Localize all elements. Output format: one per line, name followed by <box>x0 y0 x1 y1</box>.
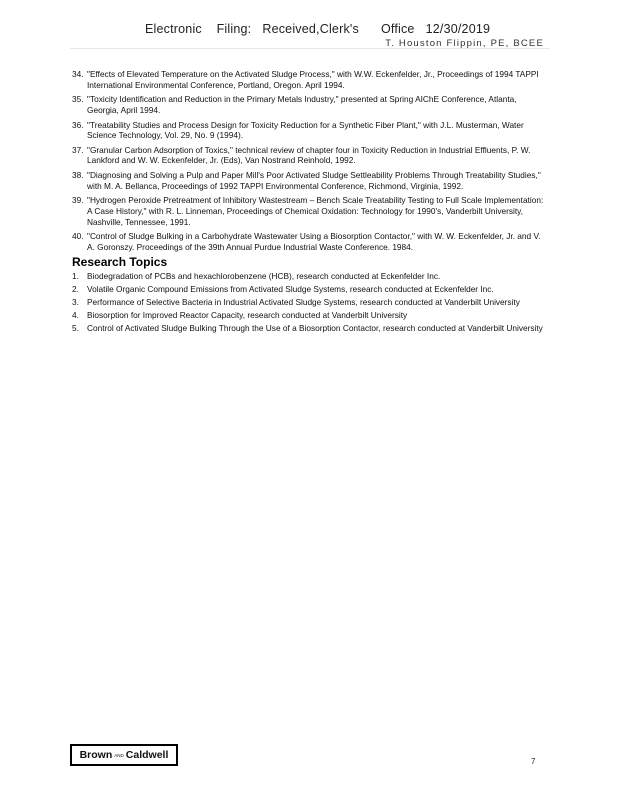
item-number: 35. <box>72 94 84 105</box>
list-item <box>72 120 548 141</box>
list-item <box>72 94 548 115</box>
list-item <box>72 231 548 252</box>
item-text: Volatile Organic Compound Emissions from Activated Sludge Systems, research conducted at Eckenfelder Inc. <box>87 284 494 295</box>
page-number: 7 <box>531 757 536 766</box>
item-number: 37. <box>72 144 84 155</box>
item-number: 3. <box>72 297 79 308</box>
item-text: "Control of Sludge Bulking in a Carbohydrate Wastewater Using a Biosorption Contactor," with W. W. Eckenfelder, Jr. and V. A. Goronszy. Proceedings of the 39th Annual Purdue Industrial Waste Conference. 1984. <box>87 231 541 252</box>
list-item <box>72 284 548 295</box>
list-item <box>72 323 548 334</box>
item-text: "Toxicity Identification and Reduction in the Primary Metals Industry," presented at Spring AIChE Conference, Atlanta, Georgia, April 1994. <box>87 94 517 115</box>
section-heading: Research Topics <box>72 255 168 269</box>
item-text: Control of Activated Sludge Bulking Through the Use of a Biosorption Contactor, research conducted at Vanderbilt University <box>87 323 543 334</box>
item-text: Performance of Selective Bacteria in Industrial Activated Sludge Systems, research conducted at Vanderbilt University <box>87 297 520 308</box>
list-item <box>72 297 548 308</box>
item-text: "Hydrogen Peroxide Pretreatment of Inhibitory Wastestream – Bench Scale Treatability Testing to Full Scale Implementation: A Case History," with R. L. Linneman, Proceedings of Chemical Oxidation: Technology for 1990's, Vanderbilt University, Nashville, Tennessee, 1991. <box>87 195 544 227</box>
item-number: 5. <box>72 323 79 334</box>
item-number: 34. <box>72 69 84 79</box>
item-number: 1. <box>72 271 79 281</box>
item-number: 36. <box>72 119 84 130</box>
publications-list <box>72 69 548 257</box>
item-text: "Granular Carbon Adsorption of Toxics," technical review of chapter four in Toxicity Reduction in Industrial Effluents, P. W. Lankford and W. W. Eckenfelder, Jr. (Eds), Van Nostrand Reinhold, 1992. <box>87 144 531 166</box>
item-text: Biosorption for Improved Reactor Capacity, research conducted at Vanderbilt University <box>87 310 408 321</box>
item-text: Biodegradation of PCBs and hexachlorobenzene (HCB), research conducted at Eckenfelder Inc. <box>87 271 441 281</box>
item-number: 40. <box>72 231 84 242</box>
list-item <box>72 69 548 90</box>
item-number: 2. <box>72 284 79 295</box>
author-header: T. Houston Flippin, PE, BCEE <box>385 38 544 49</box>
item-text: "Diagnosing and Solving a Pulp and Paper Mill's Poor Activated Sludge Settleability Problems Through Treatability Studies," with M. A. Bellanca, Proceedings of 1992 TAPPI Environmental Conference, Richmond, Virginia, 1992. <box>87 170 541 191</box>
item-number: 4. <box>72 310 79 321</box>
item-text: "Effects of Elevated Temperature on the Activated Sludge Process," with W.W. Eckenfelder, Jr., Proceedings of 1994 TAPPI International Environmental Conference, Portland, Oregon. April 1994. <box>87 69 539 90</box>
logo-word-caldwell: Caldwell <box>125 749 169 761</box>
company-logo <box>70 744 178 766</box>
list-item <box>72 310 548 321</box>
filing-stamp: Electronic Filing: Received,Clerk's Office 12/30/2019 <box>145 22 491 36</box>
list-item <box>72 170 548 191</box>
item-number: 38. <box>72 170 84 181</box>
logo-word-and: AND <box>114 752 124 758</box>
list-item <box>72 195 548 227</box>
research-topics-list <box>72 271 548 336</box>
item-text: "Treatability Studies and Process Design for Toxicity Reduction for a Synthetic Fiber Plant," with J.L. Musterman, Water Science Technology, Vol. 29, No. 9 (1994). <box>87 119 524 141</box>
list-item <box>72 145 548 166</box>
item-number: 39. <box>72 195 84 206</box>
header-divider <box>70 48 550 49</box>
list-item <box>72 271 548 282</box>
logo-word-brown: Brown <box>79 749 113 761</box>
